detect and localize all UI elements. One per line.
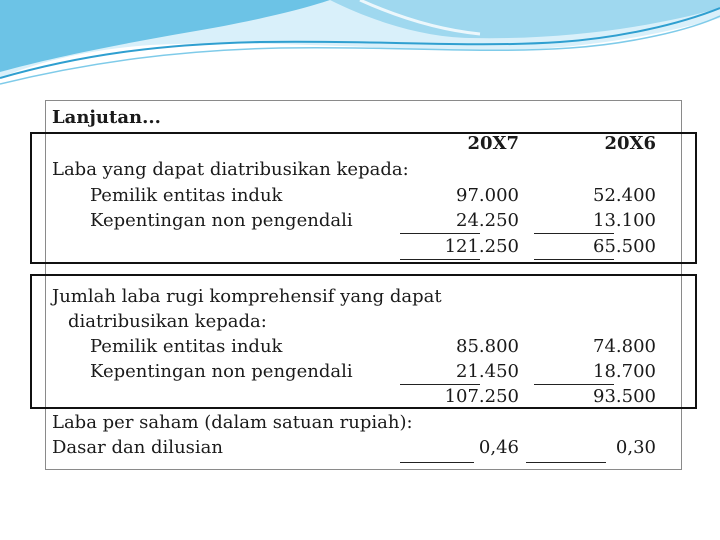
row-label: Kepentingan non pengendali (90, 210, 353, 231)
row-label: Kepentingan non pengendali (90, 361, 353, 382)
sum-rule (534, 233, 614, 234)
row-value: 24.250 (456, 210, 519, 231)
row-label: Pemilik entitas induk (90, 336, 283, 357)
total-value: 65.500 (593, 236, 656, 257)
sum-rule (534, 384, 614, 385)
double-rule (534, 259, 614, 260)
total-value: 107.250 (444, 386, 519, 407)
section-title-komprehensif: Jumlah laba rugi komprehensif yang dapat (52, 286, 442, 307)
double-rule (400, 259, 480, 260)
header-swoosh-decoration (0, 0, 720, 90)
row-value: 18.700 (593, 361, 656, 382)
column-header-20x7: 20X7 (467, 133, 519, 154)
section-title-laba-per-saham: Laba per saham (dalam satuan rupiah): (52, 412, 413, 433)
row-value: 0,30 (615, 437, 656, 458)
statement-heading: Lanjutan... (52, 107, 161, 128)
underline-rule (526, 462, 606, 463)
total-value: 93.500 (593, 386, 656, 407)
sum-rule (400, 233, 480, 234)
underline-rule (400, 462, 474, 463)
row-value: 74.800 (593, 336, 656, 357)
row-label: Pemilik entitas induk (90, 185, 283, 206)
financial-statement-panel (45, 100, 682, 470)
section-title-laba: Laba yang dapat diatribusikan kepada: (52, 159, 409, 180)
row-value: 0,46 (478, 437, 519, 458)
row-label: Dasar dan dilusian (52, 437, 223, 458)
row-value: 97.000 (456, 185, 519, 206)
total-value: 121.250 (444, 236, 519, 257)
sum-rule (400, 384, 480, 385)
row-value: 21.450 (456, 361, 519, 382)
row-value: 52.400 (593, 185, 656, 206)
section-title-komprehensif-cont: diatribusikan kepada: (68, 311, 267, 332)
column-header-20x6: 20X6 (604, 133, 656, 154)
row-value: 13.100 (593, 210, 656, 231)
row-value: 85.800 (456, 336, 519, 357)
